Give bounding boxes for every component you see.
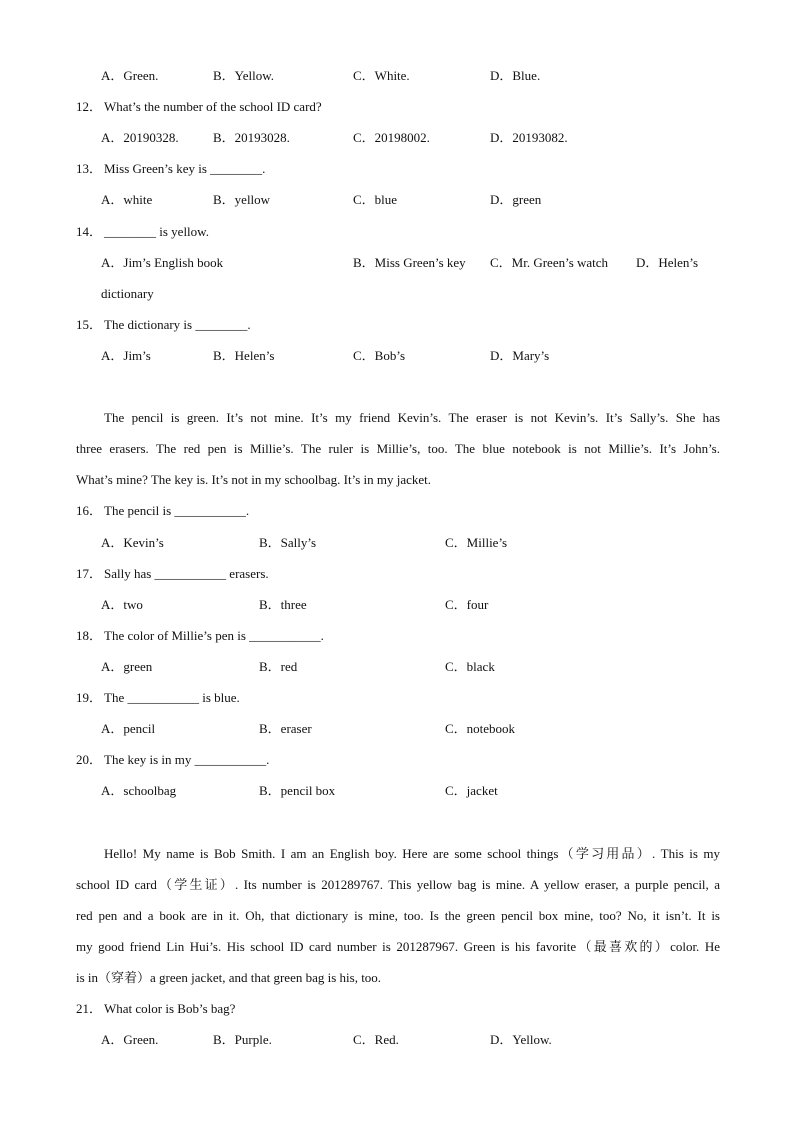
question-text: The ___________ is blue. xyxy=(104,690,240,705)
answer-option: C．Bob’s xyxy=(353,347,406,363)
answer-option: D．Mary’s xyxy=(490,347,550,363)
answer-option: A．pencil xyxy=(101,721,156,737)
answer-option: A．Jim’s xyxy=(101,347,151,363)
question-text: Miss Green’s key is ________. xyxy=(104,161,266,177)
answer-option: B．three xyxy=(259,596,307,612)
answer-option: A．Green. xyxy=(101,68,159,83)
answer-option: C．notebook xyxy=(445,721,516,737)
answer-option: B．Miss Green’s key xyxy=(353,254,466,270)
question-text: What color is Bob’s bag? xyxy=(104,1001,236,1016)
question-number: 12． xyxy=(76,99,103,115)
answer-option: C．20198002. xyxy=(353,130,430,146)
answer-option: A．Jim’s English book xyxy=(101,254,224,270)
answer-option: B．yellow xyxy=(213,192,271,208)
question-text: What’s the number of the school ID card? xyxy=(104,99,322,115)
answer-option: D．Blue. xyxy=(490,68,541,83)
question-number: 18． xyxy=(76,627,103,643)
answer-option: D．Yellow. xyxy=(490,1032,552,1048)
answer-option: B．Purple. xyxy=(213,1032,272,1048)
answer-option: C．blue xyxy=(353,192,398,208)
passage-line: Hello! My name is Bob Smith. I am an English boy. Here are some school things（学习用品）. This is my xyxy=(104,845,720,861)
passage-line: school ID card（学生证）. Its number is 201289767. This yellow bag is mine. A yellow eraser, a purple pencil, a xyxy=(76,876,720,892)
answer-option: A．20190328. xyxy=(101,130,179,146)
passage-line: What’s mine? The key is. It’s not in my schoolbag. It’s in my jacket. xyxy=(76,472,432,488)
question-number: 20． xyxy=(76,752,103,768)
answer-option: D．20193082. xyxy=(490,130,568,146)
answer-option: C．Mr. Green’s watch xyxy=(490,254,609,270)
answer-option: A．white xyxy=(101,192,153,208)
question-text: The key is in my ___________. xyxy=(104,752,270,768)
question-number: 16． xyxy=(76,503,103,519)
answer-option: B．pencil box xyxy=(259,783,336,799)
question-text: The pencil is ___________. xyxy=(104,503,250,519)
passage-line: is in（穿着）a green jacket, and that green bag is his, too. xyxy=(76,969,382,985)
answer-option: C．black xyxy=(445,658,495,674)
answer-option: C．four xyxy=(445,596,489,612)
passage-line: three erasers. The red pen is Millie’s. The ruler is Millie’s, too. The blue notebook is not Millie’s. It’s John’s. xyxy=(76,441,720,457)
answer-option: C．Millie’s xyxy=(445,534,508,550)
question-number: 14． xyxy=(76,223,103,239)
passage-line: The pencil is green. It’s not mine. It’s my friend Kevin’s. The eraser is not Kevin’s. It’s Sally’s. She has xyxy=(104,410,720,426)
question-number: 13． xyxy=(76,161,103,177)
answer-option: A．Kevin’s xyxy=(101,534,164,550)
answer-option: C．jacket xyxy=(445,783,498,799)
answer-option: A．Green. xyxy=(101,1032,159,1048)
answer-option: B．20193028. xyxy=(213,130,290,146)
answer-option: A．green xyxy=(101,658,153,674)
answer-option: B．Helen’s xyxy=(213,347,275,363)
question-text: The color of Millie’s pen is ___________. xyxy=(104,627,324,643)
question-number: 19． xyxy=(76,690,103,705)
question-number: 21． xyxy=(76,1001,103,1016)
question-text: The dictionary is ________. xyxy=(104,316,251,332)
answer-option: B．red xyxy=(259,658,298,674)
option-continuation: dictionary xyxy=(101,285,154,301)
answer-option: B．Yellow. xyxy=(213,68,275,83)
question-text: ________ is yellow. xyxy=(104,223,209,239)
answer-option: A．two xyxy=(101,596,143,612)
passage-line: my good friend Lin Hui’s. His school ID card number is 201287967. Green is his favorite（最喜欢的）color. He xyxy=(76,938,720,954)
answer-option: B．eraser xyxy=(259,721,312,737)
answer-option: D．green xyxy=(490,192,542,208)
answer-option: D．Helen’s xyxy=(636,254,699,270)
answer-option: A．schoolbag xyxy=(101,783,177,799)
question-number: 15． xyxy=(76,316,103,332)
passage-line: red pen and a book are in it. Oh, that dictionary is mine, too. Is the green pencil box mine, too? No, it isn’t. It is xyxy=(76,907,720,923)
question-text: Sally has ___________ erasers. xyxy=(104,565,269,581)
answer-option: B．Sally’s xyxy=(259,534,317,550)
answer-option: C．Red. xyxy=(353,1032,399,1048)
question-number: 17． xyxy=(76,565,103,581)
answer-option: C．White. xyxy=(353,68,410,83)
